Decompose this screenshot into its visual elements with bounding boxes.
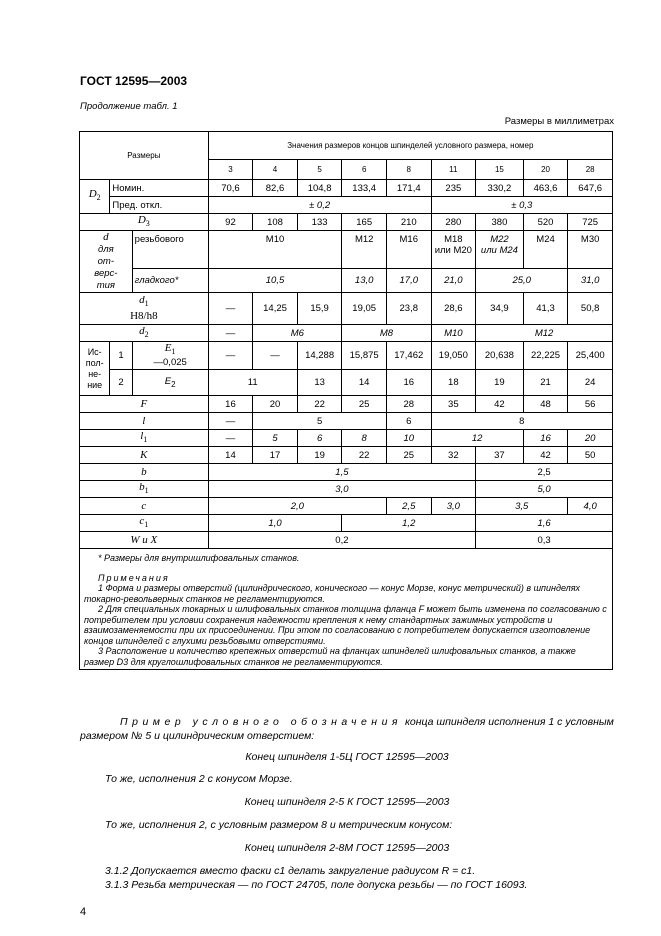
cell: 725: [568, 214, 613, 231]
cell: 25: [342, 396, 387, 413]
cell: 280: [431, 214, 476, 231]
num-cell: 4: [253, 160, 298, 180]
row-hole-smooth: [80, 269, 613, 293]
cell: 5: [253, 430, 298, 447]
row-w-x: [80, 532, 613, 549]
symbol-c: c: [80, 498, 209, 515]
cell: 5,0: [476, 481, 613, 498]
cell: 19: [297, 447, 342, 464]
cell: 20: [568, 430, 613, 447]
cell: 1,0: [208, 515, 342, 532]
cell: 1,2: [342, 515, 476, 532]
note-3: 3 Расположение и количество крепежных отверстий на фланцах шпинделей шлифовальных станков, а также размер D3 для круглошлифовальных станков не регламентируются.: [84, 646, 576, 667]
cell: 3,0: [431, 498, 476, 515]
cell: 34,9: [476, 293, 524, 325]
row-f: [80, 396, 613, 413]
designation-2: Конец шпинделя 2-5 К ГОСТ 12595—2003: [244, 796, 450, 808]
header-row: [80, 132, 613, 160]
row-c: [80, 498, 613, 515]
cell: 35: [431, 396, 476, 413]
label-nominal: Номин.: [110, 180, 208, 197]
cell: 210: [386, 214, 431, 231]
cell: 5: [253, 413, 387, 430]
cell: 23,8: [386, 293, 431, 325]
num-cell: 15: [476, 160, 524, 180]
cell: 14: [342, 370, 387, 396]
cell: 6: [386, 413, 431, 430]
notes-title: Примечания: [98, 572, 170, 583]
cell: 520: [523, 214, 568, 231]
cell: 22: [342, 447, 387, 464]
cell: 19,05: [342, 293, 387, 325]
units-note: Размеры в миллиметрах: [504, 116, 614, 127]
symbol-l1: $l_1$: [80, 430, 209, 447]
footnote: * Размеры для внутришлифовальных станков.: [98, 553, 300, 563]
cell: 22,225: [523, 342, 568, 370]
cell: М16: [386, 231, 431, 269]
cell: 50: [568, 447, 613, 464]
cell: М6: [253, 325, 342, 342]
cell: 16: [208, 396, 253, 413]
cell: 31,0: [568, 269, 613, 293]
cell: 28: [386, 396, 431, 413]
cell: 20: [253, 396, 298, 413]
symbol-k: K: [80, 447, 209, 464]
note-1: 1 Форма и размеры отверстий (цилиндрического, конического — конус Морзе, конус метрический) в шпинделях токарно-револьверных станков не регламентируются.: [84, 583, 581, 604]
cell: 50,8: [568, 293, 613, 325]
row-b1: [80, 481, 613, 498]
row-l: [80, 413, 613, 430]
cell: —: [208, 430, 253, 447]
cell: 21: [523, 370, 568, 396]
cell: 56: [568, 396, 613, 413]
cell: 22: [297, 396, 342, 413]
same-as-2: То же, исполнения 2 с конусом Морзе.: [105, 773, 293, 785]
row-c1: [80, 515, 613, 532]
cell: 8: [431, 413, 612, 430]
cell: 32: [431, 447, 476, 464]
cell: 380: [476, 214, 524, 231]
header-sizes: Размеры: [80, 132, 209, 180]
cell: М22 или М24: [476, 231, 524, 269]
page-number: 4: [80, 906, 87, 918]
cell: 48: [523, 396, 568, 413]
cell: 8: [342, 430, 387, 447]
cell: 165: [342, 214, 387, 231]
header-values: Значения размеров концов шпинделей условного размера, номер: [208, 132, 612, 160]
cell: 4,0: [568, 498, 613, 515]
cell: 330,2: [476, 180, 524, 197]
cell: 42: [523, 447, 568, 464]
cell: 235: [431, 180, 476, 197]
symbol-b1: $b_1$: [80, 481, 209, 498]
cell: 3,5: [476, 498, 568, 515]
symbol-d3: $D_3$: [80, 214, 209, 231]
cell: М24: [523, 231, 568, 269]
cell: 17,0: [386, 269, 431, 293]
cell: 16: [386, 370, 431, 396]
row-k: [80, 447, 613, 464]
cell: —: [208, 413, 253, 430]
symbol-f: F: [80, 396, 209, 413]
symbol-e2: $E_2$: [132, 370, 208, 396]
symbol-d2-small: $d_2$: [80, 325, 209, 342]
version-2: 2: [110, 370, 132, 396]
cell: 24: [568, 370, 613, 396]
designation-1: Конец шпинделя 1-5Ц ГОСТ 12595—2003: [245, 751, 449, 763]
cell: 6: [297, 430, 342, 447]
designation-3: Конец шпинделя 2-8М ГОСТ 12595—2003: [244, 842, 450, 854]
cell: 41,3: [523, 293, 568, 325]
cell: 70,6: [208, 180, 253, 197]
symbol-e1: $E_1$ —0,025: [132, 342, 208, 370]
cell: 14,25: [253, 293, 298, 325]
label-tolerance: Пред. откл.: [110, 197, 208, 214]
note-2: 2 Для специальных токарных и шлифовальных станков толщина фланца F может быть изменена по согласованию с потребителем при условии сохранения надежности крепления к нему стандартных зажимных устройств и взаимозаменяемости при их присоединении. При этом по согласованию с потребителем допускается изготовление концов шпинделей с глухими резьбовыми отверстиями.: [84, 604, 607, 646]
cell: 13: [297, 370, 342, 396]
symbol-d2: $D_2$: [80, 180, 110, 214]
cell: ± 0,3: [431, 197, 612, 214]
cell: 25: [386, 447, 431, 464]
document-header: ГОСТ 12595—2003: [80, 74, 188, 88]
cell: —: [208, 342, 253, 370]
cell: 14: [208, 447, 253, 464]
cell: ± 0,2: [208, 197, 431, 214]
cell: 0,2: [208, 532, 475, 549]
cell: 0,3: [476, 532, 613, 549]
cell: 12: [431, 430, 523, 447]
cell: 19: [476, 370, 524, 396]
row-d2-nominal: [80, 180, 613, 197]
cell: 11: [208, 370, 297, 396]
table-caption: Продолжение табл. 1: [80, 101, 178, 112]
cell: 25,0: [476, 269, 568, 293]
row-hole-threaded: [80, 231, 613, 269]
symbol-d1: $d_1$ H8/h8: [80, 293, 209, 325]
cell: 42: [476, 396, 524, 413]
row-l1: [80, 430, 613, 447]
dimensions-table: [79, 131, 613, 670]
cell: М10: [208, 231, 342, 269]
cell: М12: [476, 325, 613, 342]
cell: М18 или М20: [431, 231, 476, 269]
num-cell: 3: [208, 160, 253, 180]
symbol-c1: $c_1$: [80, 515, 209, 532]
cell: 133: [297, 214, 342, 231]
symbol-w-x: W и X: [80, 532, 209, 549]
symbol-l: l: [80, 413, 209, 430]
row-d2-tolerance: [80, 197, 613, 214]
row-notes: [80, 549, 613, 670]
same-as-3: То же, исполнения 2, с условным размером 8 и метрическим конусом:: [105, 819, 453, 831]
cell: 14,288: [297, 342, 342, 370]
cell: 17,462: [386, 342, 431, 370]
cell: 16: [523, 430, 568, 447]
cell: 82,6: [253, 180, 298, 197]
cell: 3,0: [208, 481, 475, 498]
cell: 1,6: [476, 515, 613, 532]
cell: 463,6: [523, 180, 568, 197]
cell: 1,5: [208, 464, 475, 481]
cell: 19,050: [431, 342, 476, 370]
cell: 21,0: [431, 269, 476, 293]
cell: 104,8: [297, 180, 342, 197]
cell: 18: [431, 370, 476, 396]
cell: 28,6: [431, 293, 476, 325]
cell: 15,9: [297, 293, 342, 325]
cell: 13,0: [342, 269, 387, 293]
label-threaded: резьбового: [132, 231, 208, 269]
cell: 10,5: [208, 269, 342, 293]
cell: 92: [208, 214, 253, 231]
paragraph-3-1-2: 3.1.2 Допускается вместо фаски c1 делать закругление радиусом R = c1.: [105, 865, 476, 877]
cell: 17: [253, 447, 298, 464]
symbol-b: b: [80, 464, 209, 481]
paragraph-3-1-3: 3.1.3 Резьба метрическая — по ГОСТ 24705, поле допуска резьбы — по ГОСТ 16093.: [105, 879, 528, 891]
label-smooth: гладкого*: [132, 269, 208, 293]
cell: 37: [476, 447, 524, 464]
row-d1: [80, 293, 613, 325]
cell: 10: [386, 430, 431, 447]
row-version2-e2: [80, 370, 613, 396]
num-cell: 11: [431, 160, 476, 180]
cell: 2,5: [476, 464, 613, 481]
cell: 108: [253, 214, 298, 231]
num-cell: 5: [297, 160, 342, 180]
label-hole: d для от- верс- тия: [80, 231, 133, 293]
cell: —: [253, 342, 298, 370]
table-notes: [80, 549, 613, 670]
cell: 15,875: [342, 342, 387, 370]
cell: М30: [568, 231, 613, 269]
num-cell: 28: [568, 160, 613, 180]
cell: 2,0: [208, 498, 386, 515]
label-version: Ис- пол- не- ние: [80, 342, 110, 396]
cell: 2,5: [386, 498, 431, 515]
cell: 20,638: [476, 342, 524, 370]
cell: —: [208, 325, 253, 342]
cell: 25,400: [568, 342, 613, 370]
row-d3: [80, 214, 613, 231]
cell: М12: [342, 231, 387, 269]
row-b: [80, 464, 613, 481]
cell: М8: [342, 325, 431, 342]
row-version1-e1: [80, 342, 613, 370]
row-d2-thread: [80, 325, 613, 342]
cell: М10: [431, 325, 476, 342]
num-cell: 20: [523, 160, 568, 180]
version-1: 1: [110, 342, 132, 370]
cell: 647,6: [568, 180, 613, 197]
num-cell: 6: [342, 160, 387, 180]
num-cell: 8: [386, 160, 431, 180]
cell: —: [208, 293, 253, 325]
example-paragraph: Пример условного обозначения конца шпинделя исполнения 1 с условным размером № 5 и цилиндрическим отверстием:: [80, 716, 614, 742]
cell: 171,4: [386, 180, 431, 197]
cell: 133,4: [342, 180, 387, 197]
